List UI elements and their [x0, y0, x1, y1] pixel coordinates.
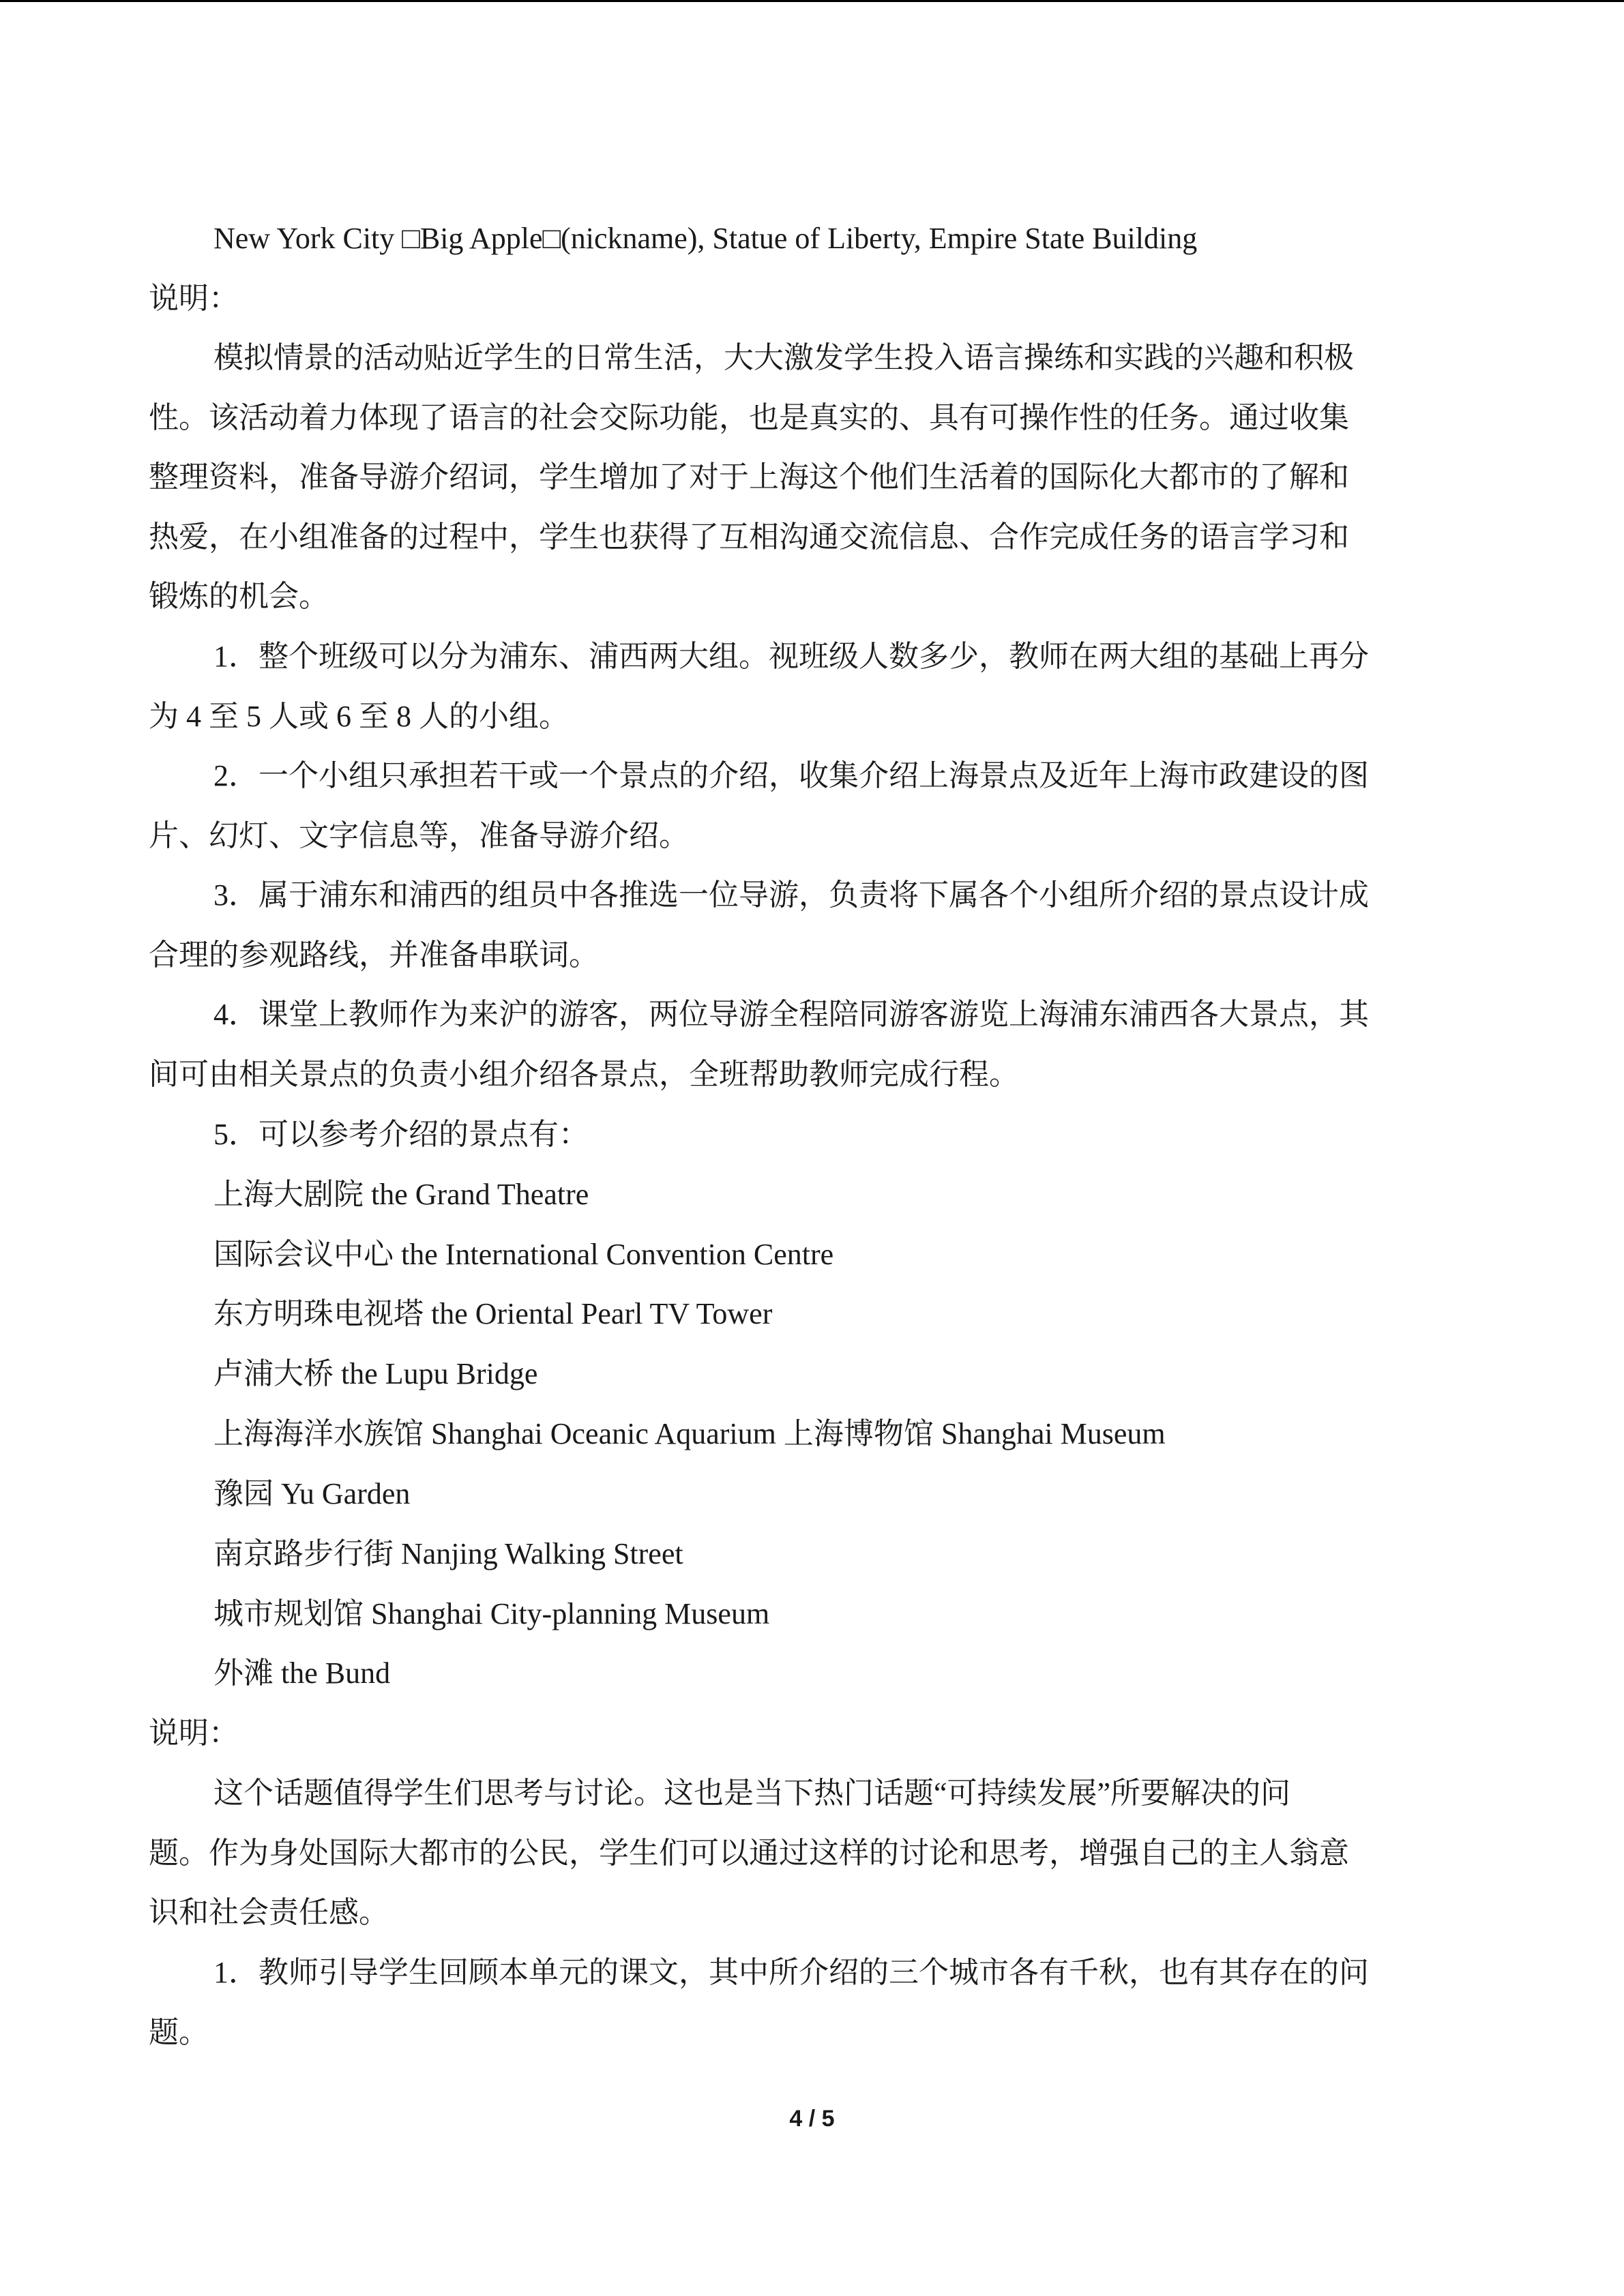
paragraph-line: 识和社会责任感。 — [149, 1896, 389, 1929]
paragraph-line: 这个话题值得学生们思考与讨论。这也是当下热门话题“可持续发展”所要解决的问 — [213, 1776, 1291, 1810]
paragraph-line: 整理资料，准备导游介绍词，学生增加了对于上海这个他们生活着的国际化大都市的了解和 — [149, 460, 1349, 494]
step-1-line: 1．整个班级可以分为浦东、浦西两大组。视班级人数多少，教师在两大组的基础上再分 — [213, 640, 1369, 673]
step-3-line: 合理的参观路线，并准备串联词。 — [149, 938, 599, 972]
sight-item: 城市规划馆 Shanghai City-planning Museum — [213, 1597, 770, 1630]
paragraph-line: 题。作为身处国际大都市的公民，学生们可以通过这样的讨论和思考，增强自己的主人翁意 — [149, 1836, 1349, 1870]
nyc-line: New York City □Big Apple□(nickname), Statue of Liberty, Empire State Building — [213, 222, 1198, 255]
sight-item: 南京路步行街 Nanjing Walking Street — [213, 1537, 683, 1570]
step-1-line: 1．教师引导学生回顾本单元的课文，其中所介绍的三个城市各有千秋，也有其存在的问 — [213, 1956, 1369, 1989]
paragraph-line: 模拟情景的活动贴近学生的日常生活，大大激发学生投入语言操练和实践的兴趣和积极 — [213, 341, 1354, 374]
sight-item: 卢浦大桥 the Lupu Bridge — [213, 1357, 538, 1390]
sight-item: 外滩 the Bund — [213, 1656, 391, 1690]
note-heading: 说明： — [149, 282, 239, 315]
step-1-line: 题。 — [149, 2016, 209, 2049]
step-1-line: 为 4 至 5 人或 6 至 8 人的小组。 — [149, 700, 569, 733]
step-5-line: 5．可以参考介绍的景点有： — [213, 1118, 589, 1151]
step-2-line: 片、幻灯、文字信息等，准备导游介绍。 — [149, 819, 689, 852]
step-3-line: 3．属于浦东和浦西的组员中各推选一位导游，负责将下属各个小组所介绍的景点设计成 — [213, 878, 1369, 912]
step-2-line: 2．一个小组只承担若干或一个景点的介绍，收集介绍上海景点及近年上海市政建设的图 — [213, 759, 1369, 792]
paragraph-line: 锻炼的机会。 — [149, 580, 329, 613]
sight-item: 豫园 Yu Garden — [213, 1477, 411, 1510]
paragraph-line: 性。该活动着力体现了语言的社会交际功能，也是真实的、具有可操作性的任务。通过收集 — [149, 401, 1349, 434]
paragraph-line: 热爱，在小组准备的过程中，学生也获得了互相沟通交流信息、合作完成任务的语言学习和 — [149, 520, 1349, 554]
sight-item: 国际会议中心 the International Convention Centre — [213, 1238, 834, 1271]
sight-item: 上海大剧院 the Grand Theatre — [213, 1178, 589, 1211]
sight-item: 东方明珠电视塔 the Oriental Pearl TV Tower — [213, 1297, 773, 1330]
note-heading: 说明： — [149, 1716, 239, 1750]
step-4-line: 间可由相关景点的负责小组介绍各景点，全班帮助教师完成行程。 — [149, 1058, 1019, 1091]
step-4-line: 4．课堂上教师作为来沪的游客，两位导游全程陪同游客游览上海浦东浦西各大景点，其 — [213, 998, 1369, 1031]
page-number: 4 / 5 — [789, 2106, 835, 2132]
sight-item: 上海海洋水族馆 Shanghai Oceanic Aquarium 上海博物馆 Shanghai Museum — [213, 1417, 1166, 1450]
